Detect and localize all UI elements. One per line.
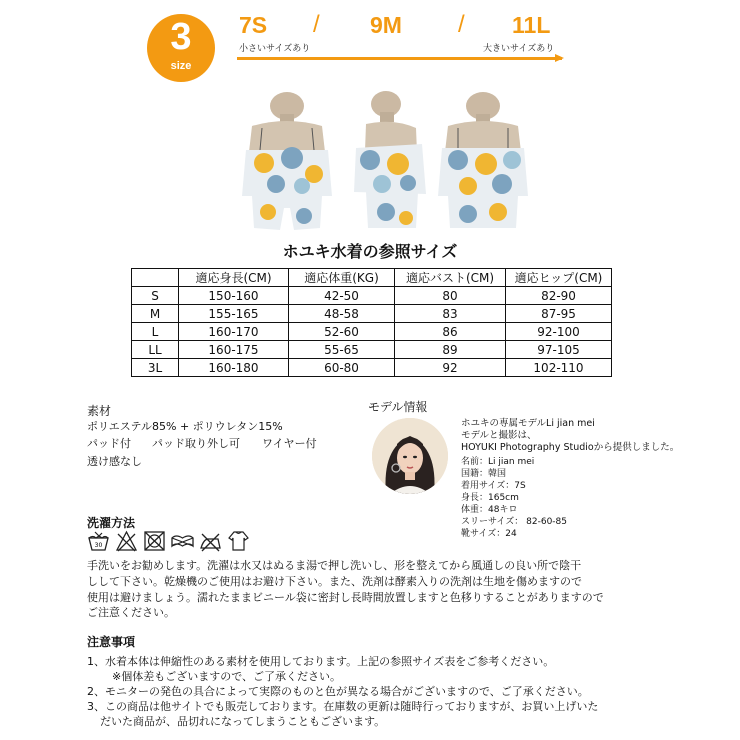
swimsuit-back-image bbox=[428, 88, 538, 238]
table-cell: 52-60 bbox=[289, 323, 395, 341]
table-header-cell: 適応バスト(CM) bbox=[395, 269, 506, 287]
table-cell: 86 bbox=[395, 323, 506, 341]
no-tumble-icon bbox=[171, 530, 194, 552]
model-heading: モデル情報 bbox=[368, 400, 428, 414]
table-cell: 160-175 bbox=[179, 341, 289, 359]
model-avatar bbox=[372, 418, 448, 494]
model-intro-line: ホユキの専属モデルLi jian mei bbox=[461, 418, 595, 429]
washing-text-line: 使用は避けましょう。濡れたままビニール袋に密封し長時間放置しますと色移りすることがありますので bbox=[87, 591, 604, 604]
material-pad-removable: パッド取り外し可 bbox=[152, 437, 240, 450]
table-cell: 160-170 bbox=[179, 323, 289, 341]
table-cell: 155-165 bbox=[179, 305, 289, 323]
no-bleach-icon bbox=[115, 530, 138, 552]
table-cell: 83 bbox=[395, 305, 506, 323]
washing-text-line: ご注意ください。 bbox=[87, 606, 175, 619]
table-cell: 160-180 bbox=[179, 359, 289, 377]
small-size-note: 小さいサイズあり bbox=[239, 44, 311, 54]
notes-line: ※個体差もございますので、ご了承ください。 bbox=[112, 670, 341, 683]
large-size-note: 大きいサイズあり bbox=[483, 44, 555, 54]
table-cell: 87-95 bbox=[506, 305, 612, 323]
notes-line: 2、モニターの発色の具合によって実際のものと色が異なる場合がございますので、ご了承ください。 bbox=[87, 685, 589, 698]
model-detail-height: 身長：165cm bbox=[461, 493, 519, 503]
table-cell: 80 bbox=[395, 287, 506, 305]
model-detail-size: 着用サイズ：7S bbox=[461, 481, 526, 491]
size-separator-2: / bbox=[458, 11, 465, 38]
table-cell: 3L bbox=[132, 359, 179, 377]
size-badge-number: 3 bbox=[170, 16, 192, 58]
model-detail-weight: 体重：48キロ bbox=[461, 505, 518, 515]
material-pad: パッド付 bbox=[87, 437, 131, 450]
table-row bbox=[132, 305, 612, 323]
notes-line: 1、水着本体は伸縮性のある素材を使用しております。上記の参照サイズ表をご参考ください。 bbox=[87, 655, 555, 668]
washing-text-line: しして下さい。乾燥機のご使用はお避け下さい。また、洗剤は酵素入りの洗剤は生地を傷めますので bbox=[87, 575, 582, 588]
table-header-cell bbox=[132, 269, 179, 287]
table-header-row bbox=[132, 269, 612, 287]
table-cell: LL bbox=[132, 341, 179, 359]
notes-heading: 注意事項 bbox=[87, 635, 136, 649]
size-large: 11L bbox=[512, 12, 551, 38]
table-cell: 89 bbox=[395, 341, 506, 359]
table-header-cell: 適応ヒップ(CM) bbox=[506, 269, 612, 287]
size-small: 7S bbox=[239, 12, 268, 38]
material-see-through: 透け感なし bbox=[87, 455, 142, 468]
table-row bbox=[132, 287, 612, 305]
no-dryer-icon bbox=[143, 530, 166, 552]
model-intro-line: モデルと撮影は、 bbox=[461, 430, 537, 441]
size-medium: 9M bbox=[370, 12, 402, 38]
no-iron-icon bbox=[199, 530, 222, 552]
table-row bbox=[132, 323, 612, 341]
table-cell: 82-90 bbox=[506, 287, 612, 305]
model-detail-nationality: 国籍：韓国 bbox=[461, 469, 507, 479]
material-heading: 素材 bbox=[87, 404, 112, 418]
table-cell: 60-80 bbox=[289, 359, 395, 377]
table-header-cell: 適応身長(CM) bbox=[179, 269, 289, 287]
table-header-cell: 適応体重(KG) bbox=[289, 269, 395, 287]
size-table bbox=[131, 268, 612, 377]
material-composition: ポリエステル85% + ポリウレタン15% bbox=[87, 420, 283, 433]
model-intro-line: HOYUKI Photography Studioから提供しました。 bbox=[461, 442, 680, 453]
table-cell: 48-58 bbox=[289, 305, 395, 323]
swimsuit-front-image bbox=[232, 88, 342, 238]
hand-wash-icon bbox=[87, 530, 110, 552]
model-detail-measurements: スリーサイズ： 82-60-85 bbox=[461, 517, 567, 527]
table-cell: M bbox=[132, 305, 179, 323]
size-table-title: ホユキ水着の参照サイズ bbox=[282, 242, 458, 261]
table-cell: 42-50 bbox=[289, 287, 395, 305]
size-range-arrow bbox=[237, 57, 562, 60]
table-cell: 92 bbox=[395, 359, 506, 377]
size-separator-1: / bbox=[313, 11, 320, 38]
table-cell: 97-105 bbox=[506, 341, 612, 359]
table-row bbox=[132, 341, 612, 359]
table-cell: 150-160 bbox=[179, 287, 289, 305]
washing-text-line: 手洗いをお勧めします。洗濯は水又はぬるま湯で押し洗いし、形を整えてから風通しの良い所で陰干 bbox=[87, 559, 582, 572]
table-cell: 55-65 bbox=[289, 341, 395, 359]
hang-dry-icon bbox=[227, 530, 250, 552]
model-detail-name: 名前：Li jian mei bbox=[461, 457, 535, 467]
size-badge bbox=[147, 14, 215, 82]
notes-line: だいた商品が、品切れになってしまうこともございます。 bbox=[100, 715, 386, 728]
notes-line: 3、この商品は他サイトでも販売しております。在庫数の更新は随時行っておりますが、お買い上げいた bbox=[87, 700, 599, 713]
material-wire: ワイヤー付 bbox=[262, 437, 317, 450]
table-cell: 102-110 bbox=[506, 359, 612, 377]
table-cell: S bbox=[132, 287, 179, 305]
table-cell: L bbox=[132, 323, 179, 341]
svg-text:30: 30 bbox=[94, 542, 103, 549]
size-badge-label: size bbox=[170, 60, 192, 72]
washing-heading: 洗濯方法 bbox=[87, 516, 136, 530]
table-cell: 92-100 bbox=[506, 323, 612, 341]
table-row bbox=[132, 359, 612, 377]
model-detail-shoe-size: 靴サイズ：24 bbox=[461, 529, 517, 539]
